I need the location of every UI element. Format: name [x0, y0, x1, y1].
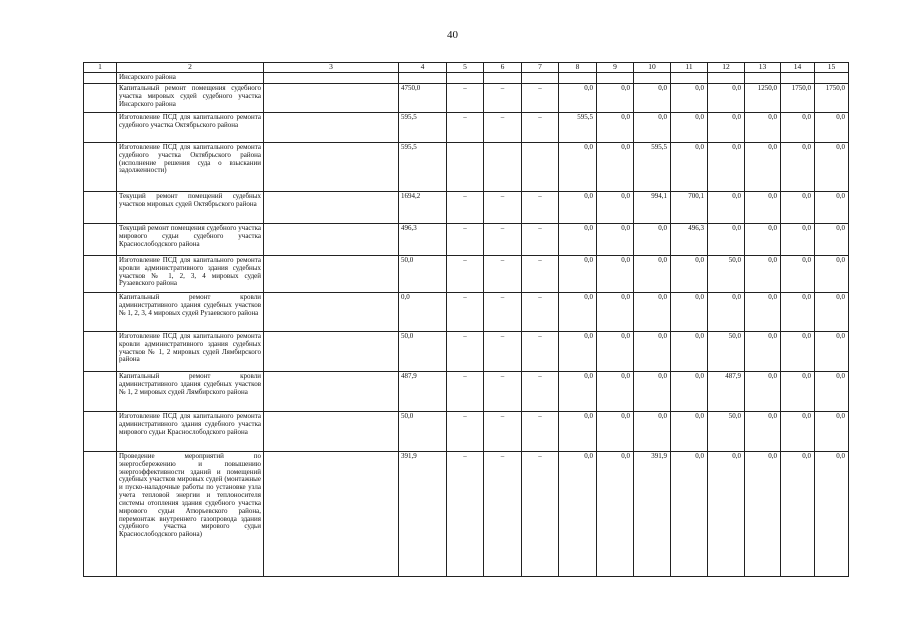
- table-row: [84, 192, 849, 224]
- table-row: [84, 412, 849, 452]
- cell-col-9: 0,0: [597, 256, 634, 293]
- cell-col-4: 50,0: [399, 412, 447, 452]
- cell-col-8: 0,0: [559, 192, 597, 224]
- table-row: [84, 452, 849, 577]
- column-header-12: 12: [708, 63, 745, 73]
- cell-col-8: 0,0: [559, 84, 597, 113]
- cell-col-14: 0,0: [781, 412, 815, 452]
- cell-col-13: 1250,0: [745, 84, 781, 113]
- cell-col-7: –: [522, 84, 559, 113]
- cell-col-14: 0,0: [781, 113, 815, 143]
- cell-col-15: 0,0: [815, 113, 849, 143]
- column-header-9: 9: [597, 63, 634, 73]
- cell-col-15: 0,0: [815, 412, 849, 452]
- cell-col-13: 0,0: [745, 452, 781, 577]
- cell-col-6: –: [484, 256, 522, 293]
- cell-col-12: 50,0: [708, 332, 745, 372]
- column-header-13: 13: [745, 63, 781, 73]
- cell-col-8: 0,0: [559, 224, 597, 256]
- cell-col-7: –: [522, 224, 559, 256]
- cell-col-6: –: [484, 113, 522, 143]
- cell-col-5: –: [447, 192, 484, 224]
- column-header-11: 11: [671, 63, 708, 73]
- column-header-7: 7: [522, 63, 559, 73]
- cell-col-5: –: [447, 372, 484, 412]
- column-header-15: 15: [815, 63, 849, 73]
- cell-col-5: –: [447, 293, 484, 332]
- cell-col-15: 0,0: [815, 332, 849, 372]
- cell-col-1: [84, 372, 117, 412]
- cell-col-14: [781, 73, 815, 84]
- cell-col-1: [84, 143, 117, 192]
- cell-col-5: –: [447, 224, 484, 256]
- cell-col-10: 595,5: [634, 143, 671, 192]
- cell-col-7: –: [522, 293, 559, 332]
- cell-col-12: 50,0: [708, 412, 745, 452]
- cell-col-5: –: [447, 412, 484, 452]
- column-header-10: 10: [634, 63, 671, 73]
- table-row: [84, 256, 849, 293]
- cell-col-4: 4750,0: [399, 84, 447, 113]
- row-description: Изготовление ПСД для капитального ремонта кровли административного здания судебных участков № 1, 2 мировых судей Лямбирского района: [117, 332, 264, 372]
- cell-col-4: 595,5: [399, 143, 447, 192]
- cell-col-12: 0,0: [708, 192, 745, 224]
- cell-col-14: 0,0: [781, 143, 815, 192]
- cell-col-13: 0,0: [745, 256, 781, 293]
- cell-col-14: 0,0: [781, 224, 815, 256]
- cell-col-6: [484, 143, 522, 192]
- cell-col-5: [447, 73, 484, 84]
- row-description: Текущий ремонт помещений судебных участков мировых судей Октябрьского района: [117, 192, 264, 224]
- cell-col-3: [264, 192, 399, 224]
- cell-col-5: –: [447, 113, 484, 143]
- cell-col-3: [264, 293, 399, 332]
- cell-col-12: 0,0: [708, 293, 745, 332]
- cell-col-10: 0,0: [634, 332, 671, 372]
- cell-col-12: 0,0: [708, 452, 745, 577]
- cell-col-6: [484, 73, 522, 84]
- cell-col-1: [84, 332, 117, 372]
- cell-col-3: [264, 332, 399, 372]
- budget-table: [83, 62, 849, 577]
- cell-col-3: [264, 224, 399, 256]
- cell-col-3: [264, 73, 399, 84]
- cell-col-5: –: [447, 256, 484, 293]
- cell-col-3: [264, 143, 399, 192]
- cell-col-5: –: [447, 452, 484, 577]
- cell-col-6: –: [484, 192, 522, 224]
- cell-col-4: 487,9: [399, 372, 447, 412]
- cell-col-9: 0,0: [597, 452, 634, 577]
- cell-col-13: 0,0: [745, 372, 781, 412]
- cell-col-13: 0,0: [745, 192, 781, 224]
- cell-col-8: [559, 73, 597, 84]
- cell-col-10: 0,0: [634, 293, 671, 332]
- cell-col-5: –: [447, 332, 484, 372]
- cell-col-8: 0,0: [559, 372, 597, 412]
- table-row: [84, 143, 849, 192]
- cell-col-4: [399, 73, 447, 84]
- cell-col-1: [84, 256, 117, 293]
- cell-col-15: [815, 73, 849, 84]
- cell-col-12: [708, 73, 745, 84]
- cell-col-11: 0,0: [671, 332, 708, 372]
- cell-col-11: 0,0: [671, 143, 708, 192]
- cell-col-10: 0,0: [634, 412, 671, 452]
- cell-col-9: [597, 73, 634, 84]
- cell-col-15: 0,0: [815, 372, 849, 412]
- cell-col-7: –: [522, 412, 559, 452]
- table-row: [84, 372, 849, 412]
- cell-col-12: 50,0: [708, 256, 745, 293]
- cell-col-11: 0,0: [671, 113, 708, 143]
- cell-col-12: 0,0: [708, 224, 745, 256]
- cell-col-1: [84, 412, 117, 452]
- cell-col-3: [264, 372, 399, 412]
- cell-col-14: 0,0: [781, 293, 815, 332]
- cell-col-4: 391,9: [399, 452, 447, 577]
- cell-col-14: 1750,0: [781, 84, 815, 113]
- cell-col-14: 0,0: [781, 372, 815, 412]
- cell-col-6: –: [484, 293, 522, 332]
- cell-col-15: 0,0: [815, 224, 849, 256]
- column-header-2: 2: [117, 63, 264, 73]
- cell-col-6: –: [484, 84, 522, 113]
- cell-col-15: 0,0: [815, 192, 849, 224]
- cell-col-4: 1694,2: [399, 192, 447, 224]
- cell-col-5: –: [447, 84, 484, 113]
- row-description: Текущий ремонт помещения судебного участка мирового судьи судебного участка Краснослободского района: [117, 224, 264, 256]
- cell-col-6: –: [484, 412, 522, 452]
- cell-col-15: 0,0: [815, 256, 849, 293]
- row-description: Капитальный ремонт кровли административного здания судебных участков № 1, 2 мировых судей Лямбирского района: [117, 372, 264, 412]
- cell-col-7: [522, 73, 559, 84]
- cell-col-8: 0,0: [559, 293, 597, 332]
- cell-col-7: –: [522, 256, 559, 293]
- cell-col-15: 0,0: [815, 293, 849, 332]
- cell-col-9: 0,0: [597, 412, 634, 452]
- cell-col-1: [84, 293, 117, 332]
- cell-col-1: [84, 73, 117, 84]
- cell-col-8: 595,5: [559, 113, 597, 143]
- row-description: Капитальный ремонт помещения судебного участка мировых судей судебного участка Инсарского района: [117, 84, 264, 113]
- cell-col-12: 0,0: [708, 84, 745, 113]
- table-row: [84, 293, 849, 332]
- cell-col-13: 0,0: [745, 412, 781, 452]
- cell-col-10: 994,1: [634, 192, 671, 224]
- cell-col-6: –: [484, 332, 522, 372]
- column-header-3: 3: [264, 63, 399, 73]
- cell-col-12: 487,9: [708, 372, 745, 412]
- column-header-5: 5: [447, 63, 484, 73]
- cell-col-1: [84, 192, 117, 224]
- cell-col-9: 0,0: [597, 372, 634, 412]
- header-row: [84, 63, 849, 73]
- cell-col-15: 0,0: [815, 143, 849, 192]
- cell-col-7: –: [522, 372, 559, 412]
- cell-col-7: –: [522, 192, 559, 224]
- table-row: [84, 73, 849, 84]
- cell-col-15: 0,0: [815, 452, 849, 577]
- cell-col-11: [671, 73, 708, 84]
- cell-col-9: 0,0: [597, 84, 634, 113]
- cell-col-11: 0,0: [671, 452, 708, 577]
- cell-col-9: 0,0: [597, 192, 634, 224]
- cell-col-14: 0,0: [781, 256, 815, 293]
- cell-col-12: 0,0: [708, 113, 745, 143]
- cell-col-7: –: [522, 452, 559, 577]
- row-description: Проведение мероприятий по энергосбережению и повышению энергоэффективности зданий и помещений судебных участков мировых судей (монтажные и пуско-наладочные работы по установке узла учета тепловой энергии и теплоносителя системы отопления здания судебного участка мирового судьи Атюрьевского района, перемонтаж внутреннего газопровода здания судебного участка мирового судьи Краснослободского района): [117, 452, 264, 577]
- cell-col-7: –: [522, 332, 559, 372]
- cell-col-13: 0,0: [745, 332, 781, 372]
- cell-col-13: 0,0: [745, 224, 781, 256]
- page-number: 40: [447, 29, 458, 41]
- cell-col-6: –: [484, 452, 522, 577]
- cell-col-1: [84, 452, 117, 577]
- cell-col-10: 0,0: [634, 224, 671, 256]
- cell-col-11: 496,3: [671, 224, 708, 256]
- cell-col-11: 0,0: [671, 84, 708, 113]
- table-row: [84, 84, 849, 113]
- cell-col-10: 0,0: [634, 256, 671, 293]
- cell-col-10: 0,0: [634, 372, 671, 412]
- cell-col-8: 0,0: [559, 452, 597, 577]
- row-description: Изготовление ПСД для капитального ремонта судебного участка Октябрьского района: [117, 113, 264, 143]
- column-header-1: 1: [84, 63, 117, 73]
- cell-col-11: 0,0: [671, 293, 708, 332]
- cell-col-3: [264, 412, 399, 452]
- cell-col-9: 0,0: [597, 224, 634, 256]
- cell-col-11: 0,0: [671, 256, 708, 293]
- cell-col-14: 0,0: [781, 192, 815, 224]
- column-header-8: 8: [559, 63, 597, 73]
- cell-col-7: [522, 143, 559, 192]
- cell-col-8: 0,0: [559, 143, 597, 192]
- cell-col-9: 0,0: [597, 143, 634, 192]
- cell-col-8: 0,0: [559, 256, 597, 293]
- cell-col-9: 0,0: [597, 332, 634, 372]
- table-row: [84, 113, 849, 143]
- row-description: Изготовление ПСД для капитального ремонта судебного участка Октябрьского района (исполнение решения суда о взыскании задолженности): [117, 143, 264, 192]
- table-row: [84, 224, 849, 256]
- cell-col-10: 0,0: [634, 84, 671, 113]
- cell-col-13: 0,0: [745, 113, 781, 143]
- cell-col-10: 391,9: [634, 452, 671, 577]
- cell-col-15: 1750,0: [815, 84, 849, 113]
- cell-col-13: 0,0: [745, 143, 781, 192]
- row-description: Изготовление ПСД для капитального ремонта административного здания судебного участка мирового судьи Краснослободского района: [117, 412, 264, 452]
- cell-col-5: [447, 143, 484, 192]
- cell-col-7: –: [522, 113, 559, 143]
- cell-col-12: 0,0: [708, 143, 745, 192]
- cell-col-4: 595,5: [399, 113, 447, 143]
- cell-col-11: 700,1: [671, 192, 708, 224]
- row-description: Изготовление ПСД для капитального ремонта кровли административного здания судебных участков № 1, 2, 3, 4 мировых судей Рузаевского района: [117, 256, 264, 293]
- table-row: [84, 332, 849, 372]
- cell-col-10: 0,0: [634, 113, 671, 143]
- cell-col-8: 0,0: [559, 332, 597, 372]
- cell-col-6: –: [484, 372, 522, 412]
- cell-col-4: 0,0: [399, 293, 447, 332]
- cell-col-11: 0,0: [671, 412, 708, 452]
- cell-col-9: 0,0: [597, 293, 634, 332]
- cell-col-1: [84, 84, 117, 113]
- column-header-6: 6: [484, 63, 522, 73]
- cell-col-10: [634, 73, 671, 84]
- cell-col-1: [84, 113, 117, 143]
- cell-col-3: [264, 256, 399, 293]
- cell-col-6: –: [484, 224, 522, 256]
- cell-col-4: 50,0: [399, 332, 447, 372]
- cell-col-3: [264, 84, 399, 113]
- cell-col-4: 50,0: [399, 256, 447, 293]
- cell-col-13: [745, 73, 781, 84]
- cell-col-14: 0,0: [781, 332, 815, 372]
- column-header-14: 14: [781, 63, 815, 73]
- column-header-4: 4: [399, 63, 447, 73]
- row-description: Капитальный ремонт кровли административного здания судебных участков № 1, 2, 3, 4 мировых судей Рузаевского района: [117, 293, 264, 332]
- cell-col-11: 0,0: [671, 372, 708, 412]
- cell-col-1: [84, 224, 117, 256]
- cell-col-14: 0,0: [781, 452, 815, 577]
- row-description: Инсарского района: [117, 73, 264, 84]
- cell-col-3: [264, 113, 399, 143]
- cell-col-13: 0,0: [745, 293, 781, 332]
- cell-col-9: 0,0: [597, 113, 634, 143]
- cell-col-3: [264, 452, 399, 577]
- cell-col-8: 0,0: [559, 412, 597, 452]
- cell-col-4: 496,3: [399, 224, 447, 256]
